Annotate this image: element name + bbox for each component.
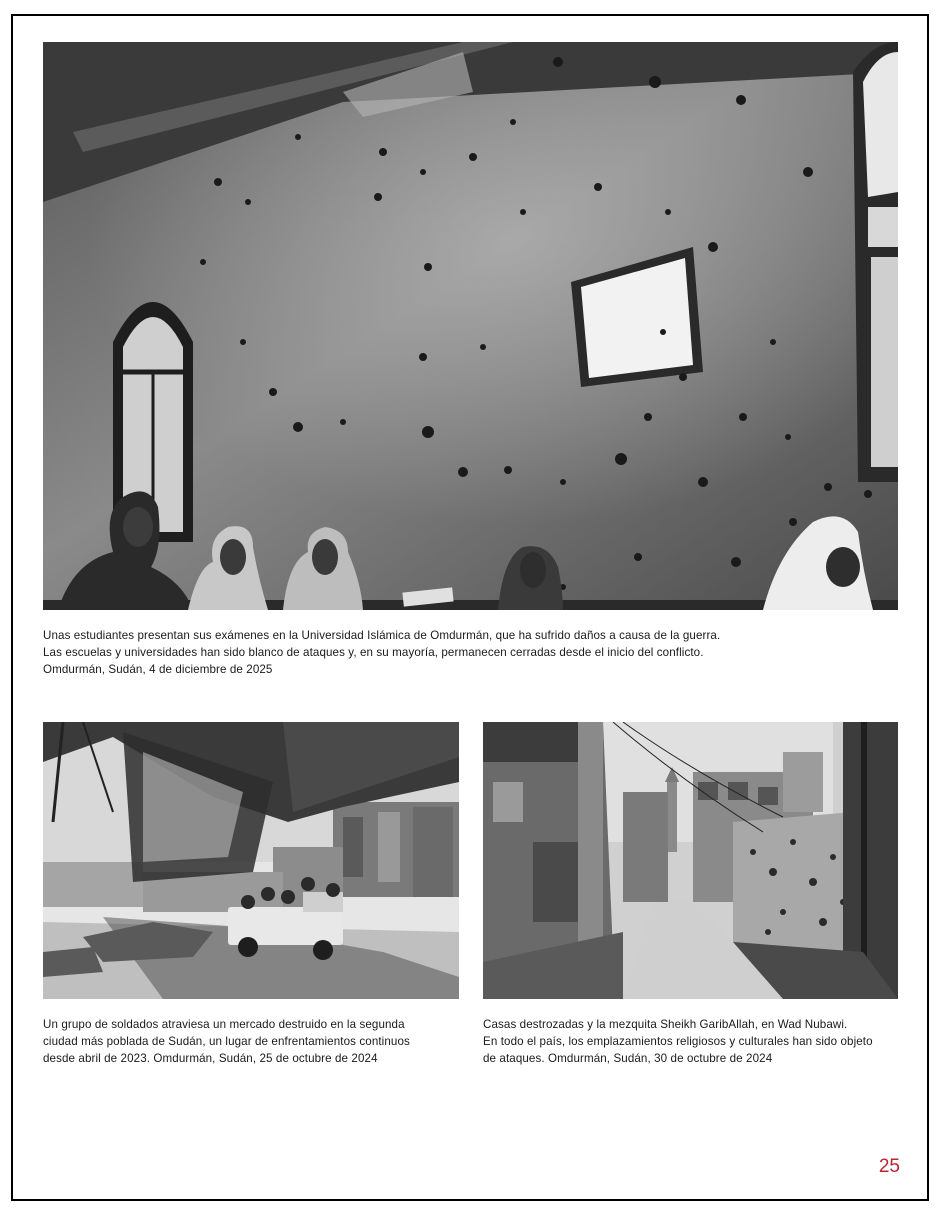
photo-soldiers-market — [43, 722, 459, 999]
caption-line: Omdurmán, Sudán, 4 de diciembre de 2025 — [43, 663, 273, 676]
caption-line: de ataques. Omdurmán, Sudán, 30 de octubre de 2024 — [483, 1052, 773, 1065]
photo-destroyed-houses-mosque — [483, 722, 898, 999]
mosque-caption — [483, 1016, 898, 1067]
hero-caption — [43, 627, 898, 678]
caption-line: Casas destrozadas y la mezquita Sheikh GaribAllah, en Wad Nubawi. — [483, 1018, 848, 1031]
photo-classroom — [43, 42, 898, 610]
caption-line: Unas estudiantes presentan sus exámenes en la Universidad Islámica de Omdurmán, que ha sufrido daños a causa de la guerra. — [43, 629, 721, 642]
soldiers-caption — [43, 1016, 459, 1067]
caption-line: Las escuelas y universidades han sido blanco de ataques y, en su mayoría, permanecen cerradas desde el inicio del conflicto. — [43, 646, 704, 659]
caption-line: ciudad más poblada de Sudán, un lugar de enfrentamientos continuos — [43, 1035, 410, 1048]
caption-line: Un grupo de soldados atraviesa un mercado destruido en la segunda — [43, 1018, 405, 1031]
caption-line: En todo el país, los emplazamientos religiosos y culturales han sido objeto — [483, 1035, 873, 1048]
page-number: 25 — [878, 1156, 900, 1177]
caption-line: desde abril de 2023. Omdurmán, Sudán, 25 de octubre de 2024 — [43, 1052, 378, 1065]
